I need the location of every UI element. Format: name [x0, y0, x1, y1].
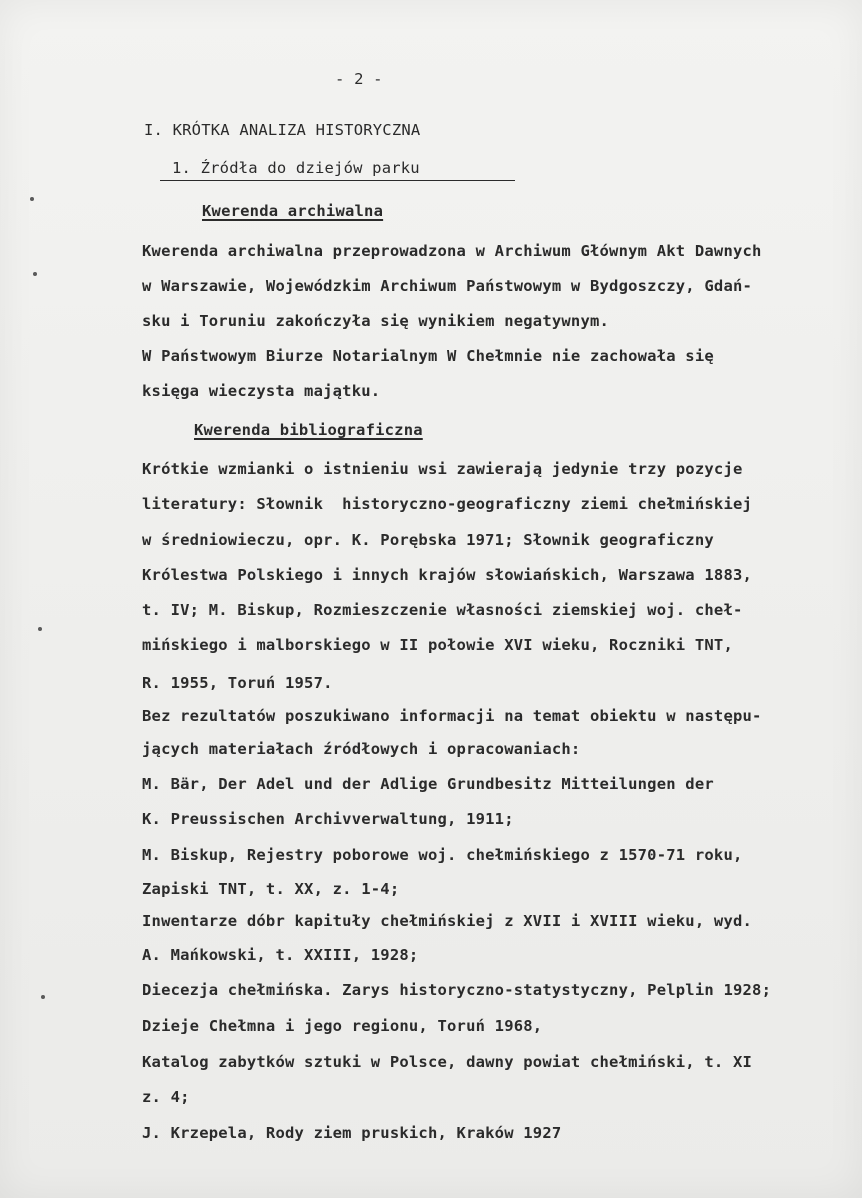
binding-mark [38, 627, 42, 631]
bibliographic-line: jących materiałach źródłowych i opracowaniach: [142, 740, 581, 758]
bibliographic-line: Dzieje Chełmna i jego regionu, Toruń 1968, [142, 1017, 543, 1035]
bibliographic-line: J. Krzepela, Rody ziem pruskich, Kraków 1927 [142, 1124, 562, 1142]
bibliographic-line: z. 4; [142, 1088, 190, 1106]
bibliographic-line: Inwentarze dóbr kapituły chełmińskiej z XVII i XVIII wieku, wyd. [142, 912, 753, 930]
bibliographic-line: M. Bär, Der Adel und der Adlige Grundbesitz Mitteilungen der [142, 775, 714, 793]
subsection-title: 1. Źródła do dziejów parku [172, 159, 420, 177]
subsection-underline [160, 180, 515, 181]
bibliographic-line: Krótkie wzmianki o istnieniu wsi zawierają jedynie trzy pozycje [142, 460, 743, 478]
bibliographic-line: A. Mańkowski, t. XXIII, 1928; [142, 946, 419, 964]
bibliographic-line: mińskiego i malborskiego w II połowie XVI wieku, Roczniki TNT, [142, 636, 733, 654]
bibliographic-line: literatury: Słownik historyczno-geograficzny ziemi chełmińskiej [142, 495, 753, 513]
binding-mark [30, 197, 34, 201]
archival-query-heading: Kwerenda archiwalna [202, 202, 384, 220]
binding-mark [41, 995, 45, 999]
archival-line: sku i Toruniu zakończyła się wynikiem negatywnym. [142, 312, 610, 330]
bibliographic-line: Katalog zabytków sztuki w Polsce, dawny powiat chełmiński, t. XI [142, 1053, 753, 1071]
bibliographic-line: Królestwa Polskiego i innych krajów słowiańskich, Warszawa 1883, [142, 566, 753, 584]
section-title: I. KRÓTKA ANALIZA HISTORYCZNA [144, 121, 421, 139]
archival-line: w Warszawie, Wojewódzkim Archiwum Państwowym w Bydgoszczy, Gdań- [142, 277, 753, 295]
bibliographic-line: t. IV; M. Biskup, Rozmieszczenie własności ziemskiej woj. cheł- [142, 601, 743, 619]
bibliographic-line: Zapiski TNT, t. XX, z. 1-4; [142, 880, 400, 898]
archival-line: Kwerenda archiwalna przeprowadzona w Archiwum Głównym Akt Dawnych [142, 242, 762, 260]
bibliographic-line: Diecezja chełmińska. Zarys historyczno-statystyczny, Pelplin 1928; [142, 981, 772, 999]
archival-line: W Państwowym Biurze Notarialnym W Chełmnie nie zachowała się [142, 347, 714, 365]
bibliographic-line: R. 1955, Toruń 1957. [142, 674, 333, 692]
bibliographic-line: w średniowieczu, opr. K. Porębska 1971; Słownik geograficzny [142, 531, 714, 549]
page-number: - 2 - [335, 70, 383, 88]
bibliographic-line: K. Preussischen Archivverwaltung, 1911; [142, 810, 514, 828]
bibliographic-query-heading: Kwerenda bibliograficzna [194, 421, 423, 439]
bibliographic-line: M. Biskup, Rejestry poborowe woj. chełmińskiego z 1570-71 roku, [142, 846, 743, 864]
archival-line: księga wieczysta majątku. [142, 382, 381, 400]
binding-mark [33, 272, 37, 276]
bibliographic-line: Bez rezultatów poszukiwano informacji na temat obiektu w następu- [142, 707, 762, 725]
